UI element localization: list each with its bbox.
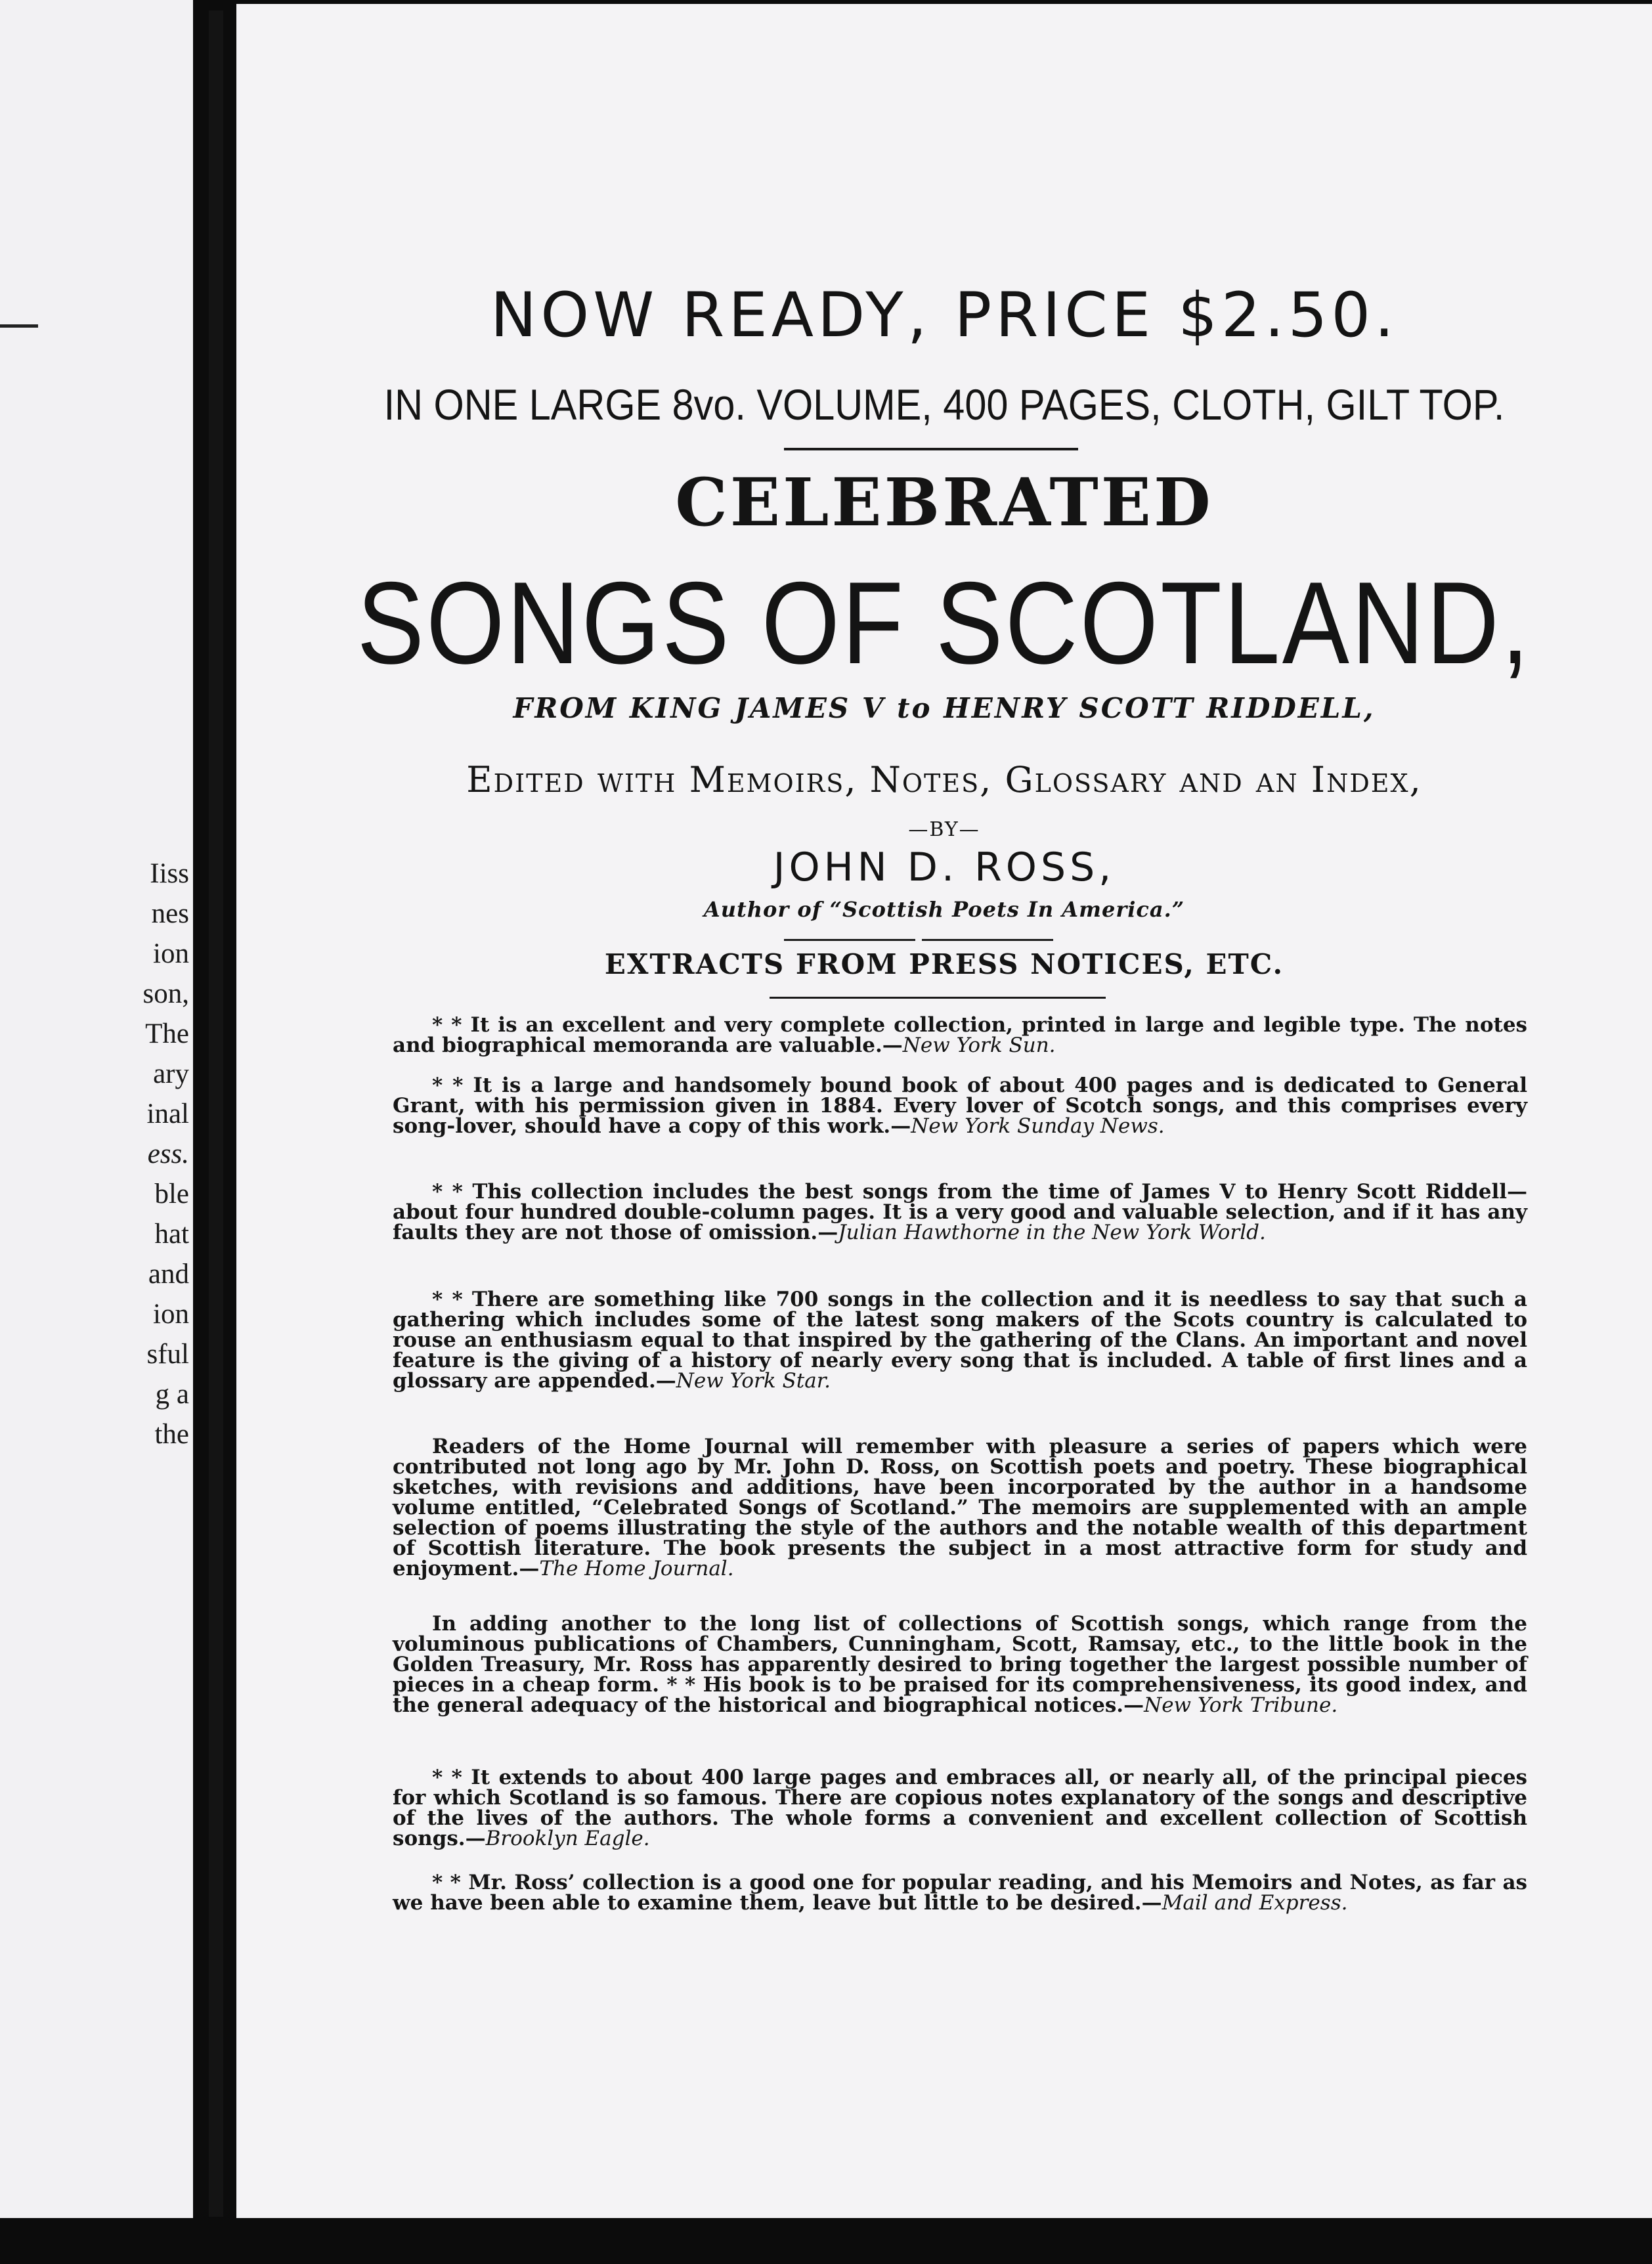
book-title: SONGS OF SCOTLAND, <box>357 557 1532 688</box>
notice-source: Mail and Express. <box>1162 1891 1348 1915</box>
left-line: g a <box>155 1379 189 1410</box>
left-line: ess. <box>147 1139 189 1169</box>
press-notice <box>393 1873 1527 1913</box>
title-celebrated: CELEBRATED <box>675 464 1213 541</box>
notice-text: * * It extends to about 400 large pages and embraces all, or nearly all, of the principal pieces for which Scotland is so famous. There are copious notes explanatory of the songs and descriptive of the lives of the authors. The whole forms a convenient and excellent collection of Scottish songs.— <box>393 1766 1527 1850</box>
by-line: —BY— <box>908 818 980 841</box>
left-line: the <box>154 1419 189 1450</box>
notice-source: The Home Journal. <box>539 1557 734 1580</box>
price-headline: NOW READY, PRICE $2.50. <box>490 280 1399 351</box>
press-notice <box>393 1015 1527 1056</box>
left-line: nes <box>151 898 189 929</box>
left-line: sful <box>146 1339 189 1370</box>
author-name: JOHN D. ROSS, <box>773 844 1116 890</box>
divider-rule <box>922 939 1053 941</box>
divider-rule <box>784 939 915 941</box>
divider-rule <box>784 448 1078 450</box>
book-gutter <box>209 11 223 2217</box>
left-page-text <box>110 854 189 1454</box>
author-credit: Author of “Scottish Poets In America.” <box>703 897 1185 922</box>
advertisement-page <box>236 4 1652 2218</box>
volume-description: IN ONE LARGE 8vo. VOLUME, 400 PAGES, CLOTH, GILT TOP. <box>383 380 1505 429</box>
press-notice <box>393 1437 1527 1579</box>
notice-source: New York Tribune. <box>1144 1693 1338 1717</box>
left-line: inal <box>146 1099 189 1129</box>
notice-text: * * It is an excellent and very complete collection, printed in large and legible type. The notes and biographical memoranda are valuable.— <box>393 1013 1527 1057</box>
press-notice <box>393 1076 1527 1137</box>
left-line: ary <box>153 1058 189 1089</box>
notice-source: New York Sun. <box>902 1034 1056 1057</box>
press-notice <box>393 1614 1527 1716</box>
left-line: ion <box>153 938 189 969</box>
left-line: Iiss <box>150 858 189 889</box>
book-subtitle: FROM KING JAMES V to HENRY SCOTT RIDDELL, <box>513 692 1376 724</box>
left-line: The <box>145 1018 189 1049</box>
notice-text: * * It is a large and handsomely bound book of about 400 pages and is dedicated to General Grant, with his permission given in 1884. Every lover of Scotch songs, and this comprises every song-lover, should have a copy of this work.— <box>393 1074 1527 1138</box>
left-line: son, <box>142 978 189 1009</box>
press-notice <box>393 1290 1527 1391</box>
left-line: ion <box>153 1299 189 1330</box>
press-notice <box>393 1768 1527 1849</box>
notice-source: Julian Hawthorne in the New York World. <box>838 1221 1266 1244</box>
left-line: hat <box>154 1219 189 1250</box>
notice-text: Readers of the Home Journal will remember with pleasure a series of papers which were contributed not long ago by Mr. John D. Ross, on Scottish poets and poetry. These biographical sketches, with revisions and additions, have been incorporated by the author in a handsome volume entitled, “Celebrated Songs of Scotland.” The memoirs are supplemented with an ample selection of poems illustrating the style of the authors and the notable wealth of this department of Scottish literature. The book presents the subject in a most attractive form for study and enjoyment.— <box>393 1435 1527 1580</box>
notice-text: In adding another to the long list of collections of Scottish songs, which range from the voluminous publications of Chambers, Cunningham, Scott, Ramsay, etc., to the little book in the Golden Treasury, Mr. Ross has apparently desired to bring together the largest possible number of pieces in a cheap form. * * His book is to be praised for its comprehensiveness, its good index, and the general adequacy of the historical and biographical notices.— <box>393 1612 1527 1717</box>
notice-text: * * This collection includes the best songs from the time of James V to Henry Scott Riddell—about four hundred double-column pages. It is a very good and valuable selection, and if it has any faults they are not those of omission.— <box>393 1180 1527 1244</box>
notice-source: New York Star. <box>676 1369 831 1393</box>
notice-source: Brooklyn Eagle. <box>485 1827 650 1850</box>
left-page-fragment <box>0 0 193 2218</box>
press-notice <box>393 1182 1527 1243</box>
notice-text: * * Mr. Ross’ collection is a good one for popular reading, and his Memoirs and Notes, as far as we have been able to examine them, leave but little to be desired.— <box>393 1871 1527 1915</box>
edited-with-line: Edited with Memoirs, Notes, Glossary and an Index, <box>466 759 1422 800</box>
notice-text: * * There are something like 700 songs in the collection and it is needless to say that such a gathering which includes some of the latest song makers of the Scots country is calculated to rouse an enthusiasm equal to that inspired by the gathering of the Clans. An important and novel feature is the giving of a history of nearly every song that is included. A table of first lines and a glossary are appended.— <box>393 1288 1527 1393</box>
left-line: and <box>148 1259 189 1290</box>
left-line: ble <box>154 1179 189 1209</box>
divider-rule <box>770 997 1106 999</box>
notice-source: New York Sunday News. <box>911 1114 1165 1138</box>
left-page-dash <box>0 324 38 328</box>
extracts-heading: EXTRACTS FROM PRESS NOTICES, ETC. <box>604 948 1284 980</box>
